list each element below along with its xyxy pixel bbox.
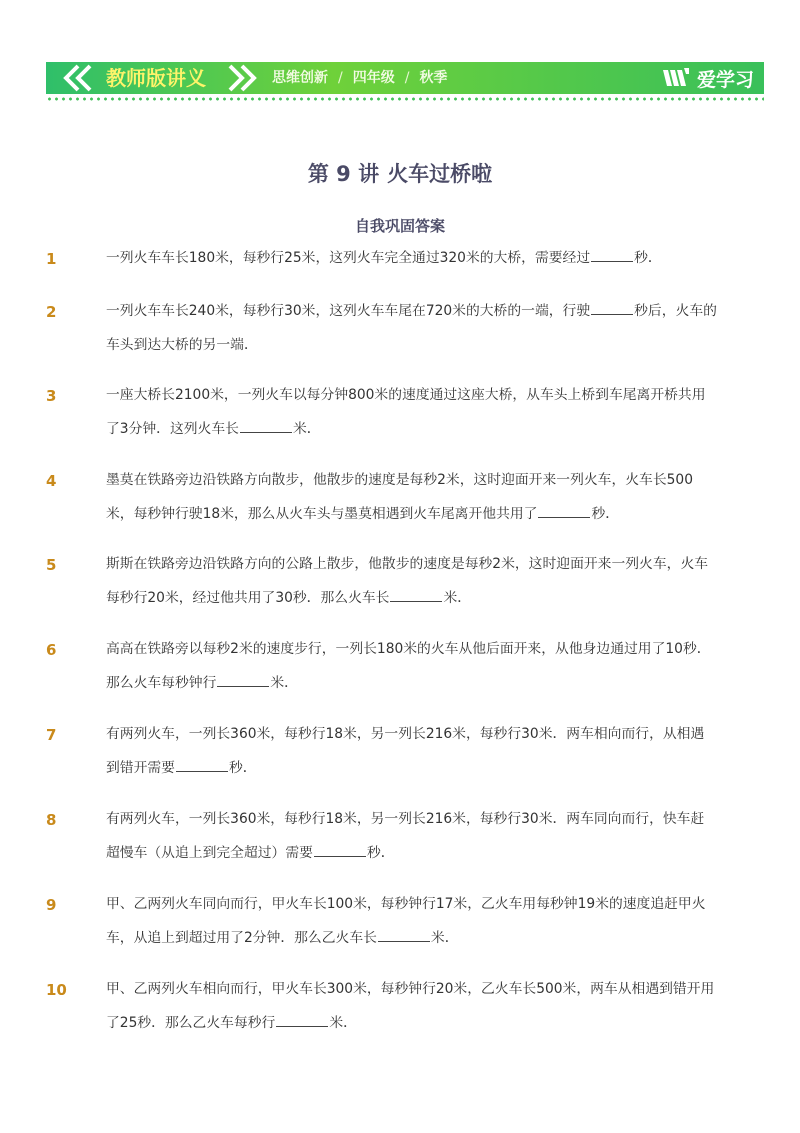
brand-name: 爱学习 (696, 68, 754, 91)
brand-logo-icon (661, 66, 691, 90)
answer-blank (591, 300, 633, 315)
question-text: 有两列火车，一列长360米，每秒行18米，另一列长216米，每秒行30米．两车相向而行，从相遇到错开需要 秒． (106, 726, 705, 776)
question-text: 有两列火车，一列长360米，每秒行18米，另一列长216米，每秒行30米．两车同向而行，快车赶超慢车（从追上到完全超过）需要 秒． (106, 811, 705, 861)
lecture-number: 第 9 讲 (307, 162, 380, 186)
answer-blank (538, 503, 590, 518)
question-text: 斯斯在铁路旁边沿铁路方向的公路上散步，他散步的速度是每秒2米，这时迎面开来一列火车，火车每秒行20米，经过他共用了30秒．那么火车长 米． (106, 556, 709, 606)
double-chevron-right-icon (224, 62, 264, 94)
question-text: 一座大桥长2100米，一列火车以每分钟800米的速度通过这座大桥，从车头上桥到车尾离开桥共用了3分钟．这列火车长 米． (106, 387, 706, 437)
question-text: 甲、乙两列火车相向而行，甲火车长300米，每秒钟行20米，乙火车长500米，两车从相遇到错开用了25秒．那么乙火车每秒行 米． (106, 981, 715, 1031)
answer-blank (240, 418, 292, 433)
question-number: 1 (46, 250, 57, 268)
header-banner (46, 62, 764, 94)
question-text: 一列火车车长180米，每秒行25米，这列火车完全通过320米的大桥，需要经过 秒． (106, 241, 718, 275)
question-number: 7 (46, 726, 57, 744)
breadcrumb-item: 秋季 (419, 70, 448, 86)
double-chevron-left-icon (60, 62, 100, 94)
question-number: 6 (46, 641, 57, 659)
answer-blank (276, 1012, 328, 1027)
answer-blank (176, 757, 228, 772)
breadcrumb-item: 四年级 (352, 70, 395, 86)
question-text: 一列火车车长240米，每秒行30米，这列火车车尾在720米的大桥的一端，行驶 秒后，火车的车头到达大桥的另一端． (106, 294, 718, 362)
answer-blank (591, 247, 633, 262)
lecture-title (0, 158, 800, 188)
answer-blank (390, 587, 442, 602)
lecture-name: 火车过桥啦 (387, 162, 493, 186)
answer-blank (378, 927, 430, 942)
question-number: 2 (46, 303, 57, 321)
header-dotted-divider (46, 97, 764, 101)
question-number: 10 (46, 981, 67, 999)
breadcrumb-separator: / (338, 70, 343, 86)
series-title: 教师版讲义 (106, 66, 206, 90)
brand-logo (661, 64, 754, 92)
breadcrumb (272, 62, 447, 94)
question-number: 8 (46, 811, 57, 829)
question-text: 甲、乙两列火车同向而行，甲火车长100米，每秒钟行17米，乙火车用每秒钟19米的速度追赶甲火车，从追上到超过用了2分钟．那么乙火车长 米． (106, 896, 706, 946)
question-text: 墨莫在铁路旁边沿铁路方向散步，他散步的速度是每秒2米，这时迎面开来一列火车，火车长500米，每秒钟行驶18米，那么从火车头与墨莫相遇到火车尾离开他共用了 秒． (106, 472, 693, 522)
breadcrumb-item: 思维创新 (272, 70, 328, 86)
question-number: 9 (46, 896, 57, 914)
question-number: 5 (46, 556, 57, 574)
answer-blank (217, 672, 269, 687)
breadcrumb-separator: / (404, 70, 410, 86)
question-number: 4 (46, 472, 57, 490)
answer-blank (314, 842, 366, 857)
question-number: 3 (46, 387, 57, 405)
question-text: 高高在铁路旁以每秒2米的速度步行，一列长180米的火车从他后面开来，从他身边通过用了10秒．那么火车每秒钟行 米． (106, 641, 711, 691)
section-title: 自我巩固答案 (354, 217, 445, 235)
